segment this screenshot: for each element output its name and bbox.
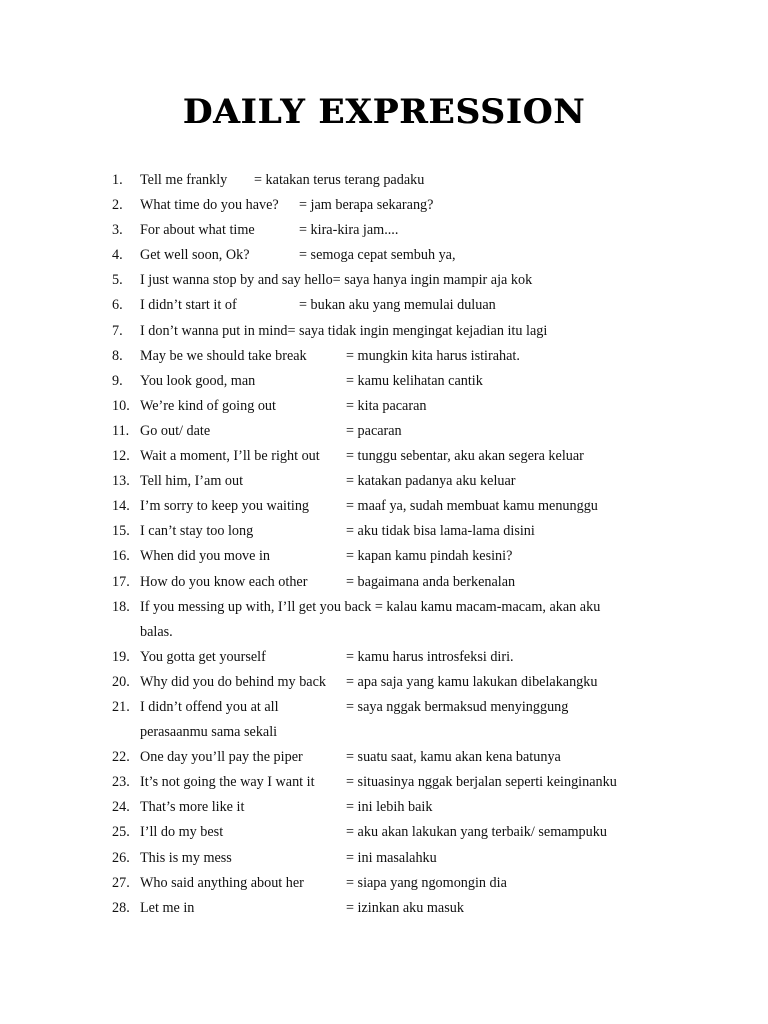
- list-item: [0, 168, 768, 193]
- item-number: 20.: [112, 673, 130, 690]
- expression-line: I just wanna stop by and say hello= saya hanya ingin mampir aja kok: [140, 272, 533, 289]
- english-expression: I’m sorry to keep you waiting: [140, 498, 310, 515]
- english-expression: That’s more like it: [140, 799, 245, 816]
- item-number: 4.: [112, 247, 123, 264]
- item-number: 7.: [112, 322, 123, 339]
- indonesian-translation: = kita pacaran: [346, 397, 427, 414]
- indonesian-translation: = jam berapa sekarang?: [299, 197, 434, 214]
- indonesian-translation: = kamu kelihatan cantik: [346, 372, 483, 389]
- list-item: [0, 268, 768, 293]
- page-title: DAILY EXPRESSION: [182, 92, 586, 132]
- item-number: 25.: [112, 824, 130, 841]
- item-number: 15.: [112, 523, 130, 540]
- list-item: [0, 695, 768, 720]
- item-number: 10.: [112, 397, 130, 414]
- indonesian-translation: = bukan aku yang memulai duluan: [299, 297, 496, 314]
- item-number: 5.: [112, 272, 123, 289]
- list-item: [0, 419, 768, 444]
- indonesian-translation: = aku tidak bisa lama-lama disini: [346, 523, 535, 540]
- list-item: [0, 820, 768, 845]
- indonesian-translation: = semoga cepat sembuh ya,: [299, 247, 456, 264]
- item-number: 12.: [112, 448, 130, 465]
- english-expression: It’s not going the way I want it: [140, 774, 315, 791]
- expression-line: If you messing up with, I’ll get you back = kalau kamu macam-macam, akan aku: [140, 598, 601, 615]
- item-number: 3.: [112, 222, 123, 239]
- english-expression: One day you’ll pay the piper: [140, 749, 303, 766]
- indonesian-translation: = ini masalahku: [346, 849, 437, 866]
- indonesian-translation: = katakan terus terang padaku: [254, 172, 425, 188]
- english-expression: May be we should take break: [140, 347, 307, 364]
- indonesian-translation: = apa saja yang kamu lakukan dibelakangku: [346, 673, 598, 690]
- indonesian-translation: = tunggu sebentar, aku akan segera keluar: [346, 448, 584, 465]
- english-expression: Tell him, I’am out: [140, 473, 244, 490]
- indonesian-translation: = izinkan aku masuk: [346, 899, 464, 916]
- item-number: 24.: [112, 799, 130, 816]
- english-expression: Tell me frankly: [140, 172, 228, 188]
- item-number: 21.: [112, 698, 130, 715]
- list-item: [0, 494, 768, 519]
- indonesian-translation: = maaf ya, sudah membuat kamu menunggu: [346, 498, 598, 515]
- item-number: 14.: [112, 498, 130, 515]
- english-expression: What time do you have?: [140, 197, 279, 214]
- expression-list: [0, 168, 768, 921]
- english-expression: For about what time: [140, 222, 255, 239]
- list-item: [0, 595, 768, 620]
- translation-continuation: balas.: [140, 623, 173, 640]
- list-item: [0, 846, 768, 871]
- list-item: [0, 745, 768, 770]
- item-number: 27.: [112, 874, 130, 891]
- indonesian-translation: = suatu saat, kamu akan kena batunya: [346, 749, 561, 766]
- indonesian-translation: = saya nggak bermaksud menyinggung: [346, 698, 569, 715]
- english-expression: This is my mess: [140, 849, 232, 866]
- indonesian-translation: = kira-kira jam....: [299, 222, 399, 239]
- english-expression: Let me in: [140, 899, 195, 916]
- english-expression: Wait a moment, I’ll be right out: [140, 448, 320, 465]
- english-expression: How do you know each other: [140, 573, 308, 590]
- english-expression: When did you move in: [140, 548, 271, 565]
- list-item: [0, 469, 768, 494]
- indonesian-translation: = pacaran: [346, 422, 402, 439]
- indonesian-translation: = mungkin kita harus istirahat.: [346, 347, 520, 364]
- indonesian-translation: = kamu harus introsfeksi diri.: [346, 648, 514, 665]
- list-item: [0, 394, 768, 419]
- list-item: [0, 193, 768, 218]
- item-number: 9.: [112, 372, 123, 389]
- list-item: [0, 319, 768, 344]
- indonesian-translation: = bagaimana anda berkenalan: [346, 573, 516, 590]
- list-item: [0, 243, 768, 268]
- list-item: [0, 293, 768, 318]
- indonesian-translation: = aku akan lakukan yang terbaik/ semampuku: [346, 824, 607, 841]
- expression-line: I don’t wanna put in mind= saya tidak ingin mengingat kejadian itu lagi: [140, 322, 548, 339]
- english-expression: I didn’t offend you at all: [140, 698, 279, 715]
- item-number: 19.: [112, 648, 130, 665]
- english-expression: You look good, man: [140, 372, 256, 389]
- item-number: 22.: [112, 749, 130, 766]
- item-number: 2.: [112, 197, 123, 214]
- list-item-continuation: [0, 620, 768, 645]
- item-number: 16.: [112, 548, 130, 565]
- english-expression: We’re kind of going out: [140, 397, 276, 414]
- list-item: [0, 670, 768, 695]
- english-expression: Who said anything about her: [140, 874, 304, 891]
- list-item: [0, 770, 768, 795]
- list-item: [0, 369, 768, 394]
- item-number: 1.: [112, 172, 123, 188]
- list-item: [0, 344, 768, 369]
- item-number: 18.: [112, 598, 130, 615]
- list-item: [0, 444, 768, 469]
- english-expression: You gotta get yourself: [140, 648, 266, 665]
- list-item: [0, 570, 768, 595]
- list-item: [0, 896, 768, 921]
- english-expression: I can’t stay too long: [140, 523, 254, 540]
- indonesian-translation: = ini lebih baik: [346, 799, 433, 816]
- item-number: 13.: [112, 473, 130, 490]
- item-number: 6.: [112, 297, 123, 314]
- indonesian-translation: = katakan padanya aku keluar: [346, 473, 516, 490]
- item-number: 17.: [112, 573, 130, 590]
- indonesian-translation: = kapan kamu pindah kesini?: [346, 548, 513, 565]
- item-number: 8.: [112, 347, 123, 364]
- english-expression: I’ll do my best: [140, 824, 224, 841]
- list-item: [0, 218, 768, 243]
- list-item: [0, 795, 768, 820]
- english-expression: Get well soon, Ok?: [140, 247, 250, 264]
- list-item: [0, 871, 768, 896]
- english-expression: Why did you do behind my back: [140, 673, 326, 690]
- list-item: [0, 519, 768, 544]
- item-number: 28.: [112, 899, 130, 916]
- list-item-continuation: [0, 720, 768, 745]
- item-number: 26.: [112, 849, 130, 866]
- item-number: 23.: [112, 774, 130, 791]
- translation-continuation: perasaanmu sama sekali: [140, 724, 278, 741]
- indonesian-translation: = siapa yang ngomongin dia: [346, 874, 507, 891]
- list-item: [0, 544, 768, 569]
- list-item: [0, 645, 768, 670]
- english-expression: I didn’t start it of: [140, 297, 237, 314]
- english-expression: Go out/ date: [140, 422, 211, 439]
- indonesian-translation: = situasinya nggak berjalan seperti keinginanku: [346, 774, 617, 791]
- item-number: 11.: [112, 422, 130, 439]
